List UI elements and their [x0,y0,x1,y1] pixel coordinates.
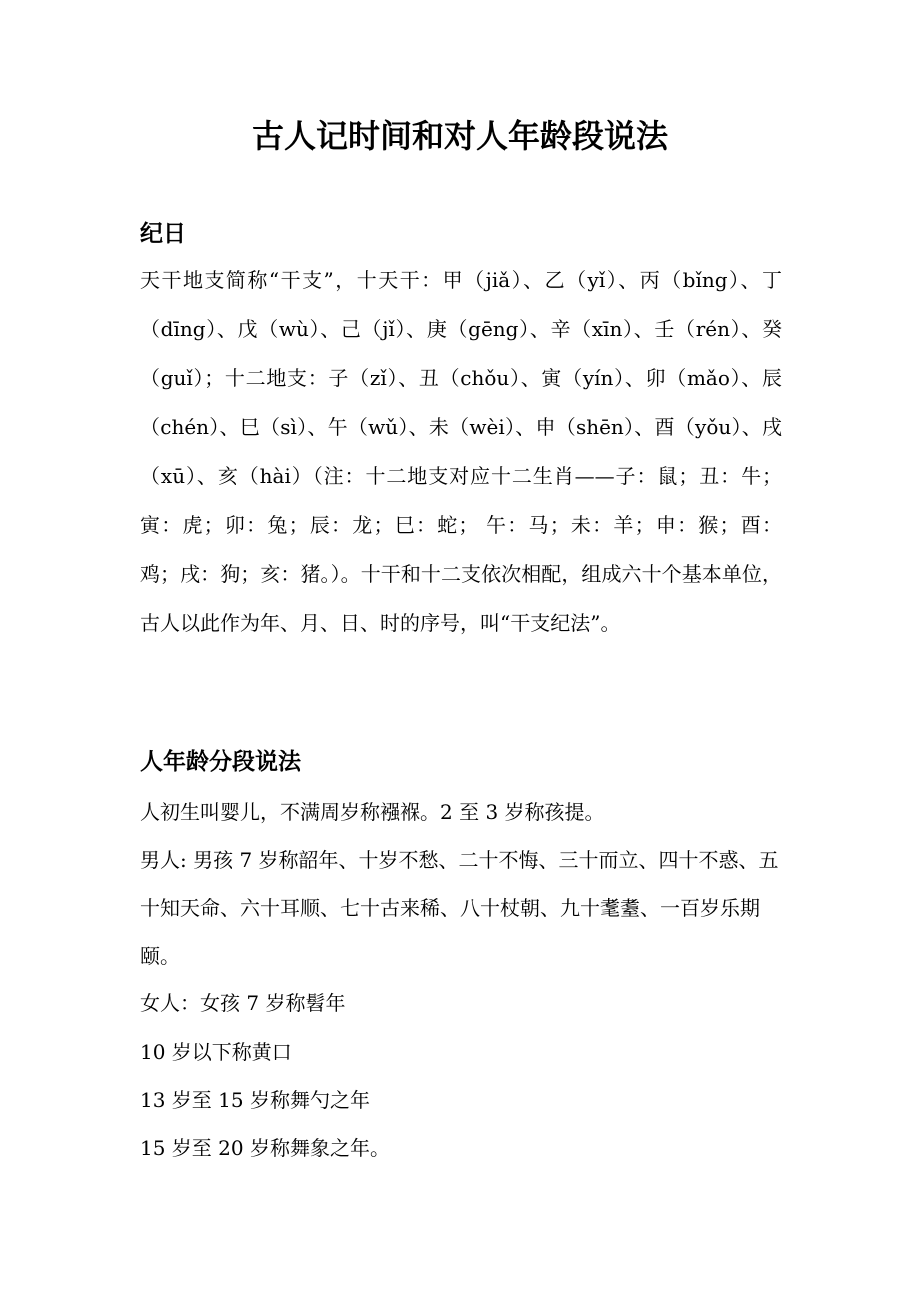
female-age-line: 女人：女孩 7 岁称髫年 [140,991,346,1015]
fifteen-to-twenty-line: 15 岁至 20 岁称舞象之年。 [140,1136,390,1160]
ganzhi-paragraph: 天干地支简称“干支”，十天干：甲（jiǎ）、乙（yǐ）、丙（bǐng）、丁（dīng）、戊（wù）、己（jǐ）、庚（gēng）、辛（xīn）、壬（rén）、癸（guǐ）；十二地支：子（zǐ）、丑（chǒu）、寅（yín）、卯（mǎo）、辰（chén）、巳（sì）、午（wǔ）、未（wèi）、申（shēn）、酉（yǒu）、戌（xū）、亥（hài）（注：十二地支对应十二生肖——子：鼠；丑：牛；寅：虎；卯：兔；辰：龙；巳：蛇； 午：马；未：羊；申：猴；酉：鸡；戌：狗；亥：猪。）。十干和十二支依次相配，组成六十个基本单位，古人以此作为年、月、日、时的序号，叫“干支纪法”。 [140,268,782,635]
male-age-paragraph: 男人: 男孩 7 岁称韶年、十岁不愁、二十不悔、三十而立、四十不惑、五十知天命、六十耳顺、七十古来稀、八十杖朝、九十耄耋、一百岁乐期颐。 [140,848,779,968]
document-title: 古人记时间和对人年龄段说法 [251,117,668,155]
under-ten-line: 10 岁以下称黄口 [140,1040,292,1064]
infant-line: 人初生叫婴儿，不满周岁称襁褓。2 至 3 岁称孩提。 [140,800,605,824]
section-heading-jiri: 纪日 [140,221,186,247]
thirteen-to-fifteen-line: 13 岁至 15 岁称舞勺之年 [140,1088,370,1112]
section-heading-age-stages: 人年龄分段说法 [140,749,301,775]
